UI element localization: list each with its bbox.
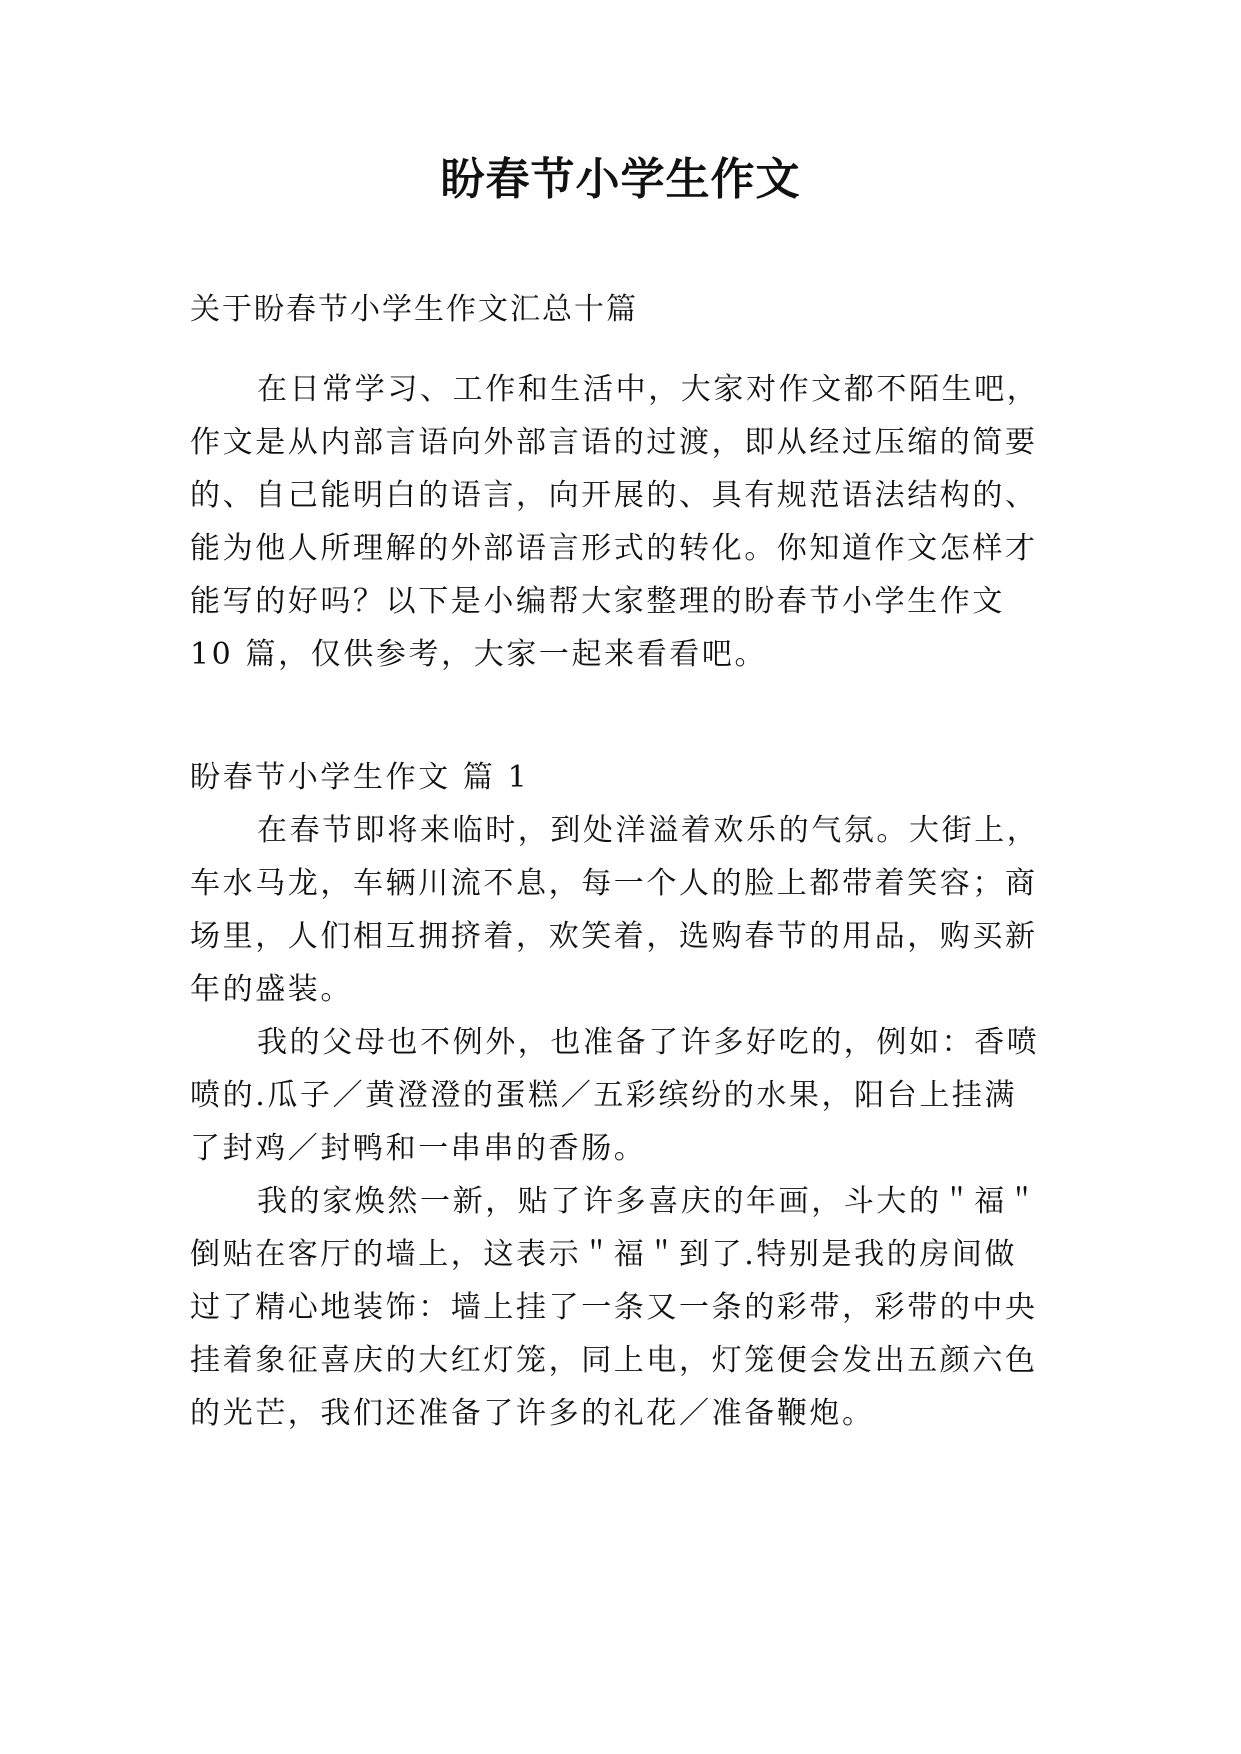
body-line: 挂着象征喜庆的大红灯笼，同上电，灯笼便会发出五颜六色 bbox=[190, 1343, 1038, 1378]
intro-line: 能写的好吗？以下是小编帮大家整理的盼春节小学生作文 bbox=[190, 584, 1005, 619]
body-line: 车水马龙，车辆川流不息，每一个人的脸上都带着笑容；商 bbox=[190, 866, 1038, 901]
body-line: 倒贴在客厅的墙上，这表示＂福＂到了.特别是我的房间做 bbox=[190, 1237, 1018, 1272]
body-line: 场里，人们相互拥挤着，欢笑着，选购春节的用品，购买新 bbox=[190, 919, 1038, 954]
intro-line: 在日常学习、工作和生活中，大家对作文都不陌生吧， bbox=[257, 372, 1040, 407]
intro-line: 10 篇，仅供参考，大家一起来看看吧。 bbox=[190, 637, 768, 672]
section-heading: 盼春节小学生作文 篇 1 bbox=[190, 760, 530, 795]
document-title: 盼春节小学生作文 bbox=[440, 154, 801, 205]
intro-line: 的、自己能明白的语言，向开展的、具有规范语法结构的、 bbox=[190, 478, 1038, 513]
body-line: 过了精心地装饰：墙上挂了一条又一条的彩带，彩带的中央 bbox=[190, 1290, 1038, 1325]
body-line: 年的盛装。 bbox=[190, 972, 353, 1007]
intro-line: 能为他人所理解的外部语言形式的转化。你知道作文怎样才 bbox=[190, 531, 1038, 566]
body-line: 喷的.瓜子／黄澄澄的蛋糕／五彩缤纷的水果，阳台上挂满 bbox=[190, 1078, 1018, 1113]
body-line: 在春节即将来临时，到处洋溢着欢乐的气氛。大街上， bbox=[257, 813, 1040, 848]
document-subtitle: 关于盼春节小学生作文汇总十篇 bbox=[190, 292, 638, 327]
body-line: 的光芒，我们还准备了许多的礼花／准备鞭炮。 bbox=[190, 1396, 875, 1431]
body-line: 我的父母也不例外，也准备了许多好吃的，例如：香喷 bbox=[257, 1025, 1040, 1060]
body-line: 我的家焕然一新，贴了许多喜庆的年画，斗大的＂福＂ bbox=[257, 1184, 1040, 1219]
intro-line: 作文是从内部言语向外部言语的过渡，即从经过压缩的简要 bbox=[190, 425, 1038, 460]
body-line: 了封鸡／封鸭和一串串的香肠。 bbox=[190, 1131, 647, 1166]
